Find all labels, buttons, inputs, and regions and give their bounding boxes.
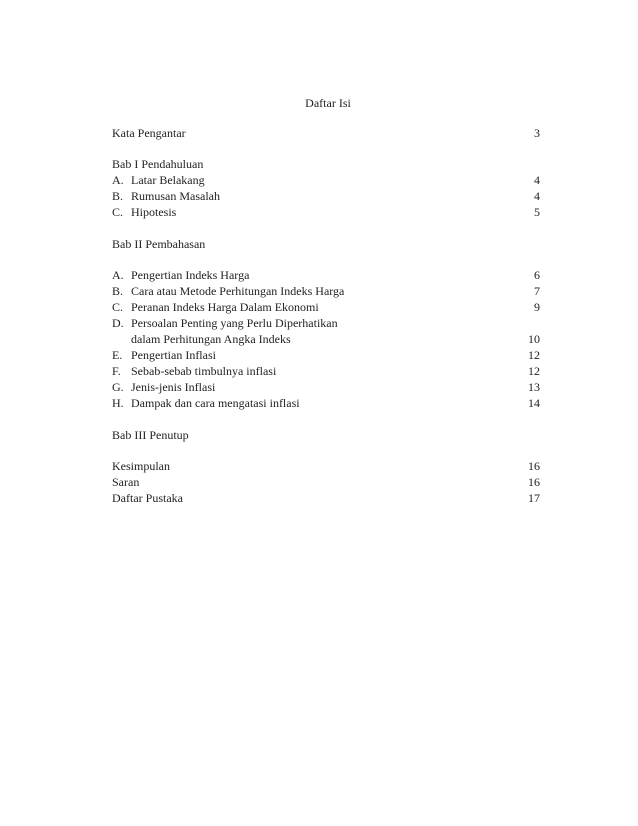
toc-entry-page: 3 [534, 126, 540, 140]
toc-entry-label: Persoalan Penting yang Perlu Diperhatikan [131, 316, 338, 330]
toc-entry-label: Rumusan Masalah [131, 189, 220, 203]
toc-entry-page: 4 [534, 189, 540, 203]
toc-entry-page: 12 [528, 364, 540, 378]
toc-entry-page: 17 [528, 491, 540, 505]
toc-entry [112, 188, 540, 204]
toc-entry-marker: E. [112, 348, 123, 362]
toc-entry-label: Cara atau Metode Perhitungan Indeks Harga [131, 284, 345, 298]
toc-entry-page: 16 [528, 475, 540, 489]
toc-entry [112, 395, 540, 411]
toc-entry-marker: A. [112, 268, 124, 282]
toc-entry-page: 12 [528, 348, 540, 362]
toc-entry [112, 379, 540, 395]
toc-entry-continuation [112, 331, 540, 347]
toc-entry-page: 7 [534, 284, 540, 298]
toc-entry-page: 13 [528, 380, 540, 394]
toc-entry-page: 10 [528, 332, 540, 346]
section-heading-bab-2: Bab II Pembahasan [112, 237, 206, 251]
toc-entry-marker: B. [112, 189, 124, 203]
toc-entry-label: Pengertian Indeks Harga [131, 268, 250, 282]
toc-entry-label: Pengertian Inflasi [131, 348, 216, 362]
toc-entry [112, 347, 540, 363]
toc-entry-label: Dampak dan cara mengatasi inflasi [131, 396, 300, 410]
toc-entry [112, 315, 540, 331]
toc-entry-label: Latar Belakang [131, 173, 205, 187]
toc-entry-kata-pengantar [112, 125, 540, 141]
toc-entry-page: 14 [528, 396, 540, 410]
toc-entry-marker: G. [112, 380, 124, 394]
toc-entry-page: 9 [534, 300, 540, 314]
toc-entry-label: Daftar Pustaka [112, 491, 183, 505]
toc-entry-label: Hipotesis [131, 205, 177, 219]
toc-entry-label: Kesimpulan [112, 459, 170, 473]
toc-entry-label: Saran [112, 475, 140, 489]
toc-entry-marker: C. [112, 300, 124, 314]
toc-entry-label: Jenis-jenis Inflasi [131, 380, 216, 394]
page-title: Daftar Isi [305, 96, 351, 110]
toc-entry-page: 6 [534, 268, 540, 282]
toc-entry [112, 267, 540, 283]
toc-entry [112, 490, 540, 506]
toc-entry-label: Sebab-sebab timbulnya inflasi [131, 364, 277, 378]
toc-entry-page: 16 [528, 459, 540, 473]
toc-entry-label: Peranan Indeks Harga Dalam Ekonomi [131, 300, 319, 314]
toc-entry-marker: B. [112, 284, 124, 298]
toc-entry [112, 458, 540, 474]
toc-entry-marker: F. [112, 364, 121, 378]
toc-entry [112, 474, 540, 490]
toc-entry [112, 363, 540, 379]
toc-entry-marker: D. [112, 316, 124, 330]
toc-entry [112, 283, 540, 299]
toc-entry-label: Kata Pengantar [112, 126, 186, 140]
toc-entry [112, 299, 540, 315]
toc-entry-page: 4 [534, 173, 540, 187]
toc-entry-marker: A. [112, 173, 124, 187]
toc-entry-page: 5 [534, 205, 540, 219]
toc-entry-label: dalam Perhitungan Angka Indeks [131, 332, 291, 346]
toc-entry-marker: C. [112, 205, 124, 219]
toc-entry-marker: H. [112, 396, 124, 410]
toc-entry [112, 172, 540, 188]
section-heading-bab-1: Bab I Pendahuluan [112, 157, 204, 171]
toc-entry [112, 204, 540, 220]
section-heading-bab-3: Bab III Penutup [112, 428, 189, 442]
